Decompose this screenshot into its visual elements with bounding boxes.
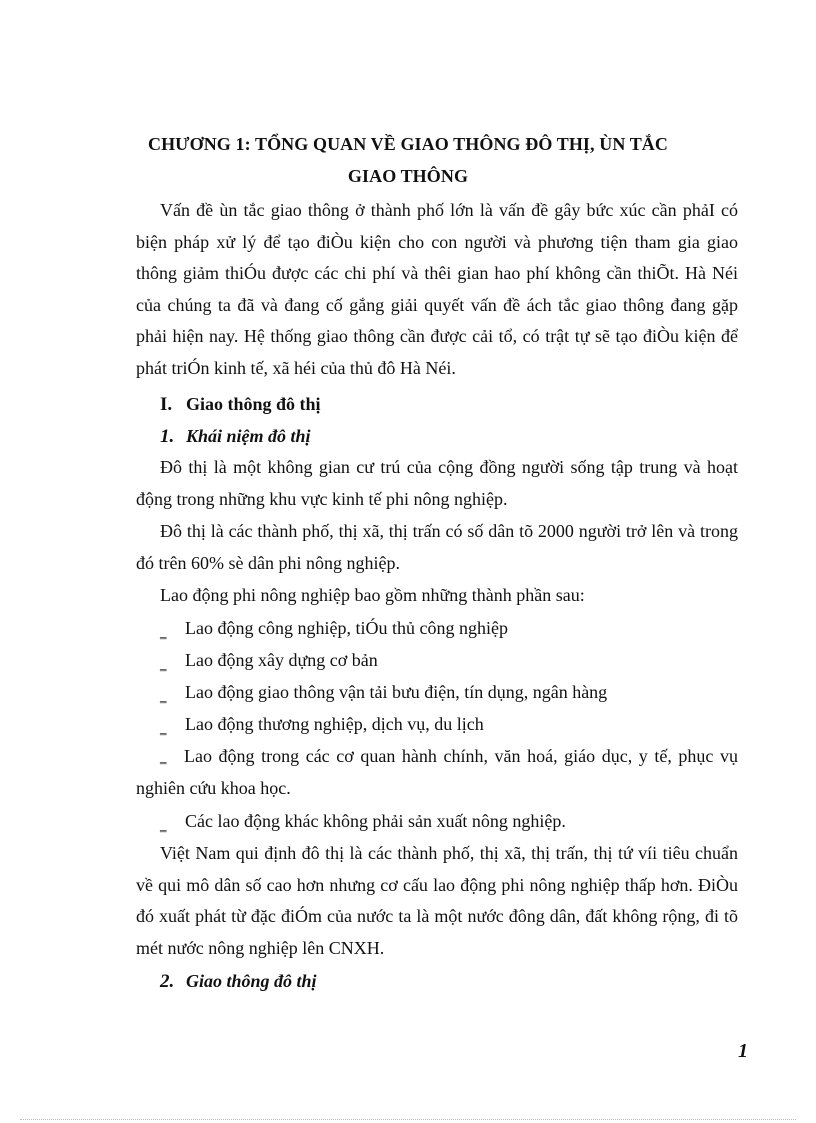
bullet-dash: ‗ <box>160 656 167 671</box>
labour-intro-paragraph <box>136 580 738 612</box>
bullet-dash: ‗ <box>160 688 167 703</box>
subsection-title-2: Giao thông đô thị <box>186 971 317 991</box>
subsection-title-1: Khái niệm đô thị <box>186 426 311 446</box>
bullet-dash: ‗ <box>160 624 167 639</box>
vietnam-text: Việt Nam qui định đô thị là các thành phố, thị xã, thị trấn, thị tứ víi tiêu chuẩn về qui mô dân số cao hơn nhưng cơ cấu lao động phi nông nghiệp thấp hơn. ĐiÒu đó xuất phát từ đặc điÓm của nước ta là một nước đông dân, đất không rộng, đi tõ mét nước nông nghiệp lên CNXH. <box>136 843 738 958</box>
subsection-heading-1 <box>160 421 311 452</box>
subsection-number-1: 1. <box>160 426 175 447</box>
chapter-title-line2: GIAO THÔNG <box>347 166 469 186</box>
vietnam-paragraph <box>136 838 738 964</box>
page-number: 1 <box>738 1040 748 1062</box>
bullet-dash: ‗ <box>160 749 167 764</box>
definition-paragraph-2 <box>136 516 738 579</box>
section-number: I. <box>160 394 173 415</box>
section-heading <box>160 389 321 420</box>
definition-text-1: Đô thị là một không gian cư trú của cộng đồng người sống tập trung và hoạt động trong những khu vực kinh tế phi nông nghiệp. <box>136 457 738 509</box>
list-item <box>136 741 738 804</box>
bullet-dash: ‗ <box>160 720 167 735</box>
intro-paragraph <box>136 195 738 385</box>
subsection-number-2: 2. <box>160 971 175 992</box>
list-item-text: Lao động trong các cơ quan hành chính, văn hoá, giáo dục, y tế, phục vụ nghiên cứu khoa học. <box>136 746 738 798</box>
definition-text-2: Đô thị là các thành phố, thị xã, thị trấn có số dân tõ 2000 người trở lên và trong đó trên 60% sè dân phi nông nghiệp. <box>136 521 738 573</box>
bullet-dash: ‗ <box>160 817 167 832</box>
intro-text: Vấn đề ùn tắc giao thông ở thành phố lớn là vấn đề gây bức xúc cần phảI có biện pháp xử lý để tạo điÒu kiện cho con người và phương tiện tham gia giao thông giảm thiÓu được các chi phí và thêi gian hao phí không cần thiÕt. Hà Néi của chúng ta đã và đang cố gắng giải quyết vấn đề ách tắc giao thông đang gặp phải hiện nay. Hệ thống giao thông cần được cải tổ, có trật tự sẽ tạo điÒu kiện để phát triÓn kinh tế, xã héi của thủ đô Hà Néi. <box>136 200 738 378</box>
page-divider <box>20 1119 796 1120</box>
definition-paragraph-1 <box>136 452 738 515</box>
labour-intro-text: Lao động phi nông nghiệp bao gồm những thành phần sau: <box>160 585 585 605</box>
list-item-text: Lao động xây dựng cơ bản <box>185 650 378 670</box>
subsection-heading-2 <box>160 966 317 997</box>
list-item-text: Lao động giao thông vận tải bưu điện, tín dụng, ngân hàng <box>185 682 608 702</box>
list-item-text: Lao động thương nghiệp, dịch vụ, du lịch <box>185 714 484 734</box>
section-title: Giao thông đô thị <box>186 394 321 414</box>
chapter-title-line1: CHƯƠNG 1: TỔNG QUAN VỀ GIAO THÔNG ĐÔ THỊ, ÙN TẮC <box>147 134 669 154</box>
list-item-text: Lao động công nghiệp, tiÓu thủ công nghiệp <box>185 618 508 638</box>
list-item-text: Các lao động khác không phải sản xuất nông nghiệp. <box>185 811 566 831</box>
